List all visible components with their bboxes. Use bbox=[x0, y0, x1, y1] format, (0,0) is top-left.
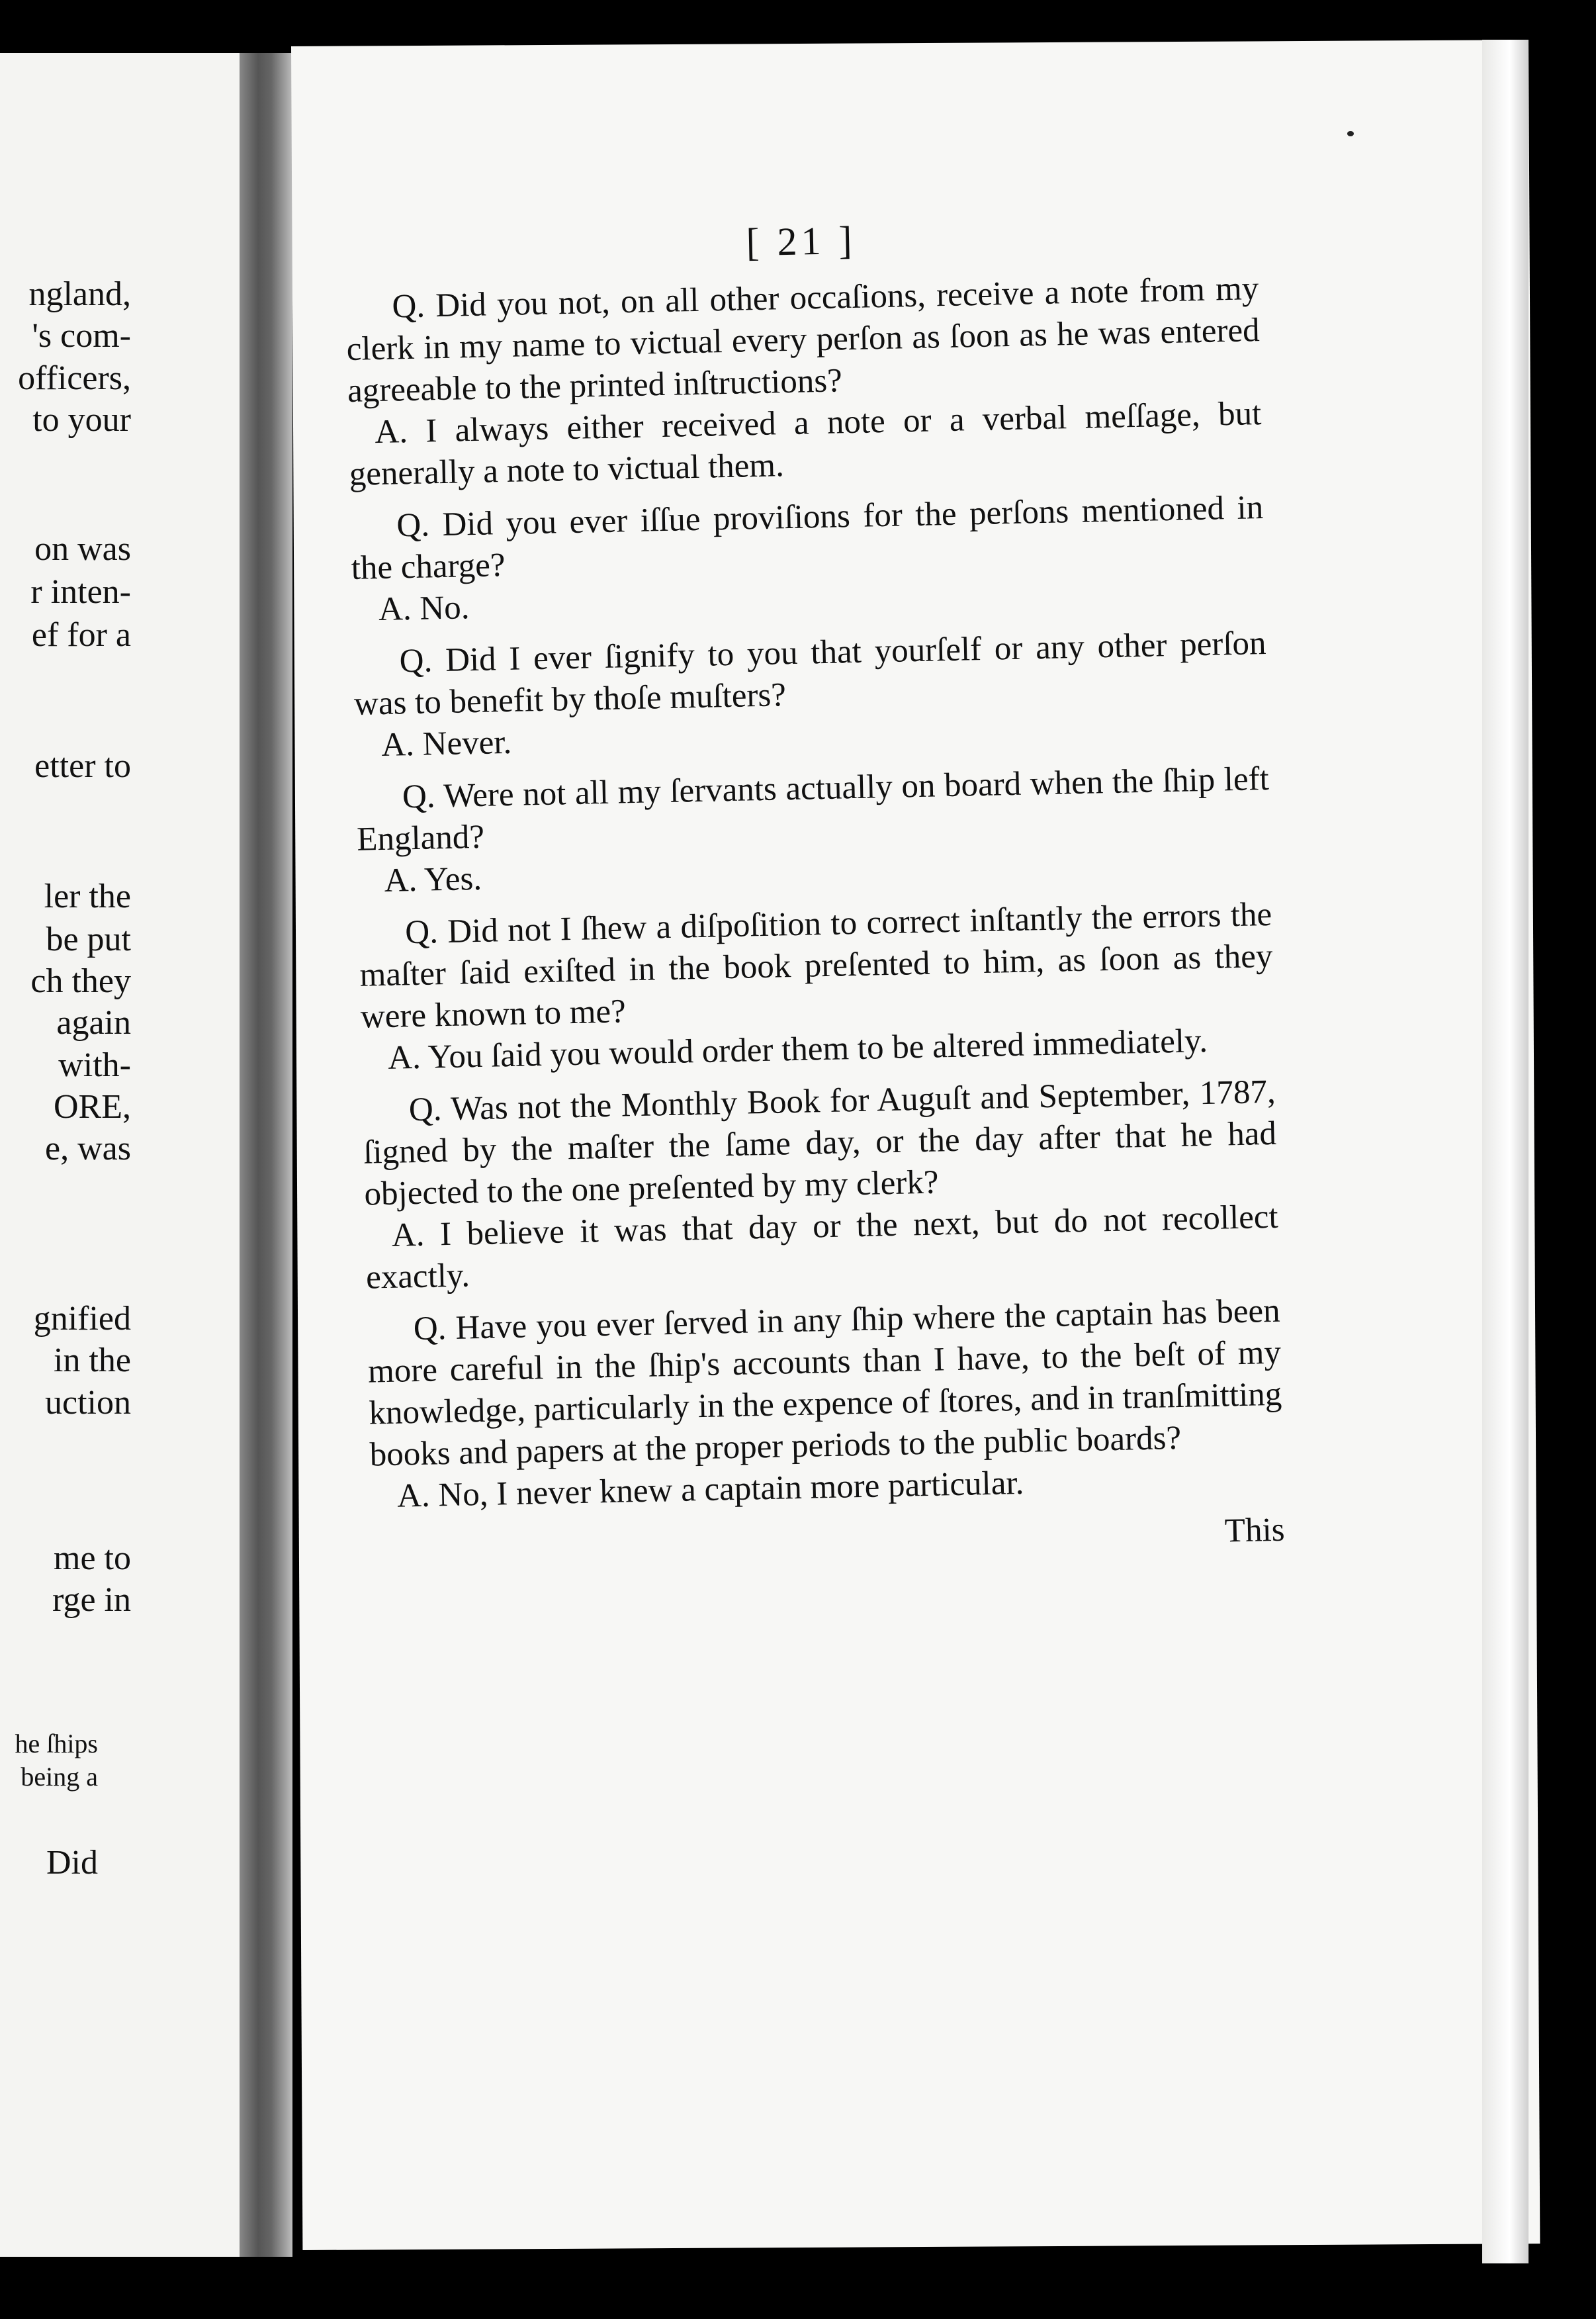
left-fragment: being a bbox=[21, 1762, 98, 1792]
left-fragment: Did bbox=[46, 1844, 98, 1882]
question: Q. Did not I ſhew a diſpoſition to correct inſtantly the errors the maſter ſaid exiſted in the book preſented to him, as ſoon as they were known to me? bbox=[359, 895, 1273, 1036]
qa-entry bbox=[345, 268, 1263, 496]
question: Q. Did I ever ſignify to you that yourſelf or any other perſon was to benefit by thoſe muſters? bbox=[353, 624, 1267, 723]
left-fragment: ch they bbox=[30, 962, 131, 1000]
answer: A. You ſaid you would order them to be altered immediately. bbox=[387, 1022, 1208, 1077]
left-fragment: ngland, bbox=[28, 275, 131, 313]
answer: A. No. bbox=[378, 589, 470, 629]
left-fragment: to your bbox=[32, 401, 131, 439]
answer: A. No, I never knew a captain more particular. bbox=[396, 1464, 1024, 1515]
left-fragment: etter to bbox=[34, 747, 131, 785]
left-fragment: again bbox=[56, 1004, 131, 1042]
left-fragment: rge in bbox=[52, 1581, 131, 1619]
question: Q. Did you not, on all other occaſions, receive a note from my clerk in my name to victual every perſon as ſoon as he was entered agreeable to the printed inſtructions? bbox=[346, 270, 1261, 410]
left-fragment: e, was bbox=[45, 1130, 131, 1167]
qa-entry bbox=[359, 894, 1275, 1080]
book-gutter bbox=[240, 53, 292, 2257]
question: Q. Was not the Monthly Book for Auguſt and September, 1787, ſigned by the maſter the ſame day, or the day after that he had objected to the one preſented by my clerk? bbox=[363, 1073, 1277, 1213]
left-fragment: on was bbox=[34, 530, 131, 568]
qa-entry bbox=[350, 487, 1266, 631]
qa-entry bbox=[367, 1291, 1284, 1518]
left-fragment: r inten- bbox=[30, 573, 131, 611]
qa-entry bbox=[353, 623, 1268, 767]
answer: A. I always either received a note or a verbal meſſage, but generally a note to victual them. bbox=[349, 395, 1262, 493]
left-fragment: he ſhips bbox=[15, 1729, 98, 1758]
question: Q. Were not all my ſervants actually on board when the ſhip left England? bbox=[356, 760, 1270, 858]
left-fragment: in the bbox=[54, 1341, 131, 1379]
left-fragment: gnified bbox=[33, 1300, 131, 1338]
question: Q. Have you ever ſerved in any ſhip where the captain has been more careful in the ſhip's accounts than I have, to the beſt of my knowledge, particularly in the expence of ſtores, and in tranſmitting books and papers at the proper periods to the public boards? bbox=[367, 1292, 1282, 1474]
left-fragment: 's com- bbox=[32, 317, 131, 355]
left-fragment: ler the bbox=[44, 878, 131, 915]
qa-entry bbox=[355, 758, 1271, 903]
left-fragment: officers, bbox=[18, 359, 131, 397]
answer: A. I believe it was that day or the next, but do not recollect exactly. bbox=[365, 1198, 1279, 1296]
left-fragment: be put bbox=[46, 921, 131, 958]
catchword: This bbox=[1224, 1511, 1286, 1550]
answer: A. Never. bbox=[380, 723, 512, 764]
ink-speck bbox=[1347, 131, 1354, 136]
left-fragment: with- bbox=[58, 1046, 131, 1084]
page-edge bbox=[1482, 40, 1529, 2263]
qa-entry bbox=[362, 1071, 1279, 1299]
left-facing-page bbox=[0, 53, 251, 2257]
question: Q. Did you ever iſſue proviſions for the perſons mentioned in the charge? bbox=[351, 489, 1264, 587]
page-number: [ 21 ] bbox=[745, 218, 857, 265]
left-fragment: me to bbox=[54, 1539, 131, 1577]
left-fragment: uction bbox=[45, 1384, 131, 1422]
left-fragment: ORE, bbox=[54, 1088, 131, 1126]
page-content bbox=[344, 209, 1285, 1570]
answer: A. Yes. bbox=[384, 860, 482, 899]
left-fragment: ef for a bbox=[31, 616, 131, 654]
